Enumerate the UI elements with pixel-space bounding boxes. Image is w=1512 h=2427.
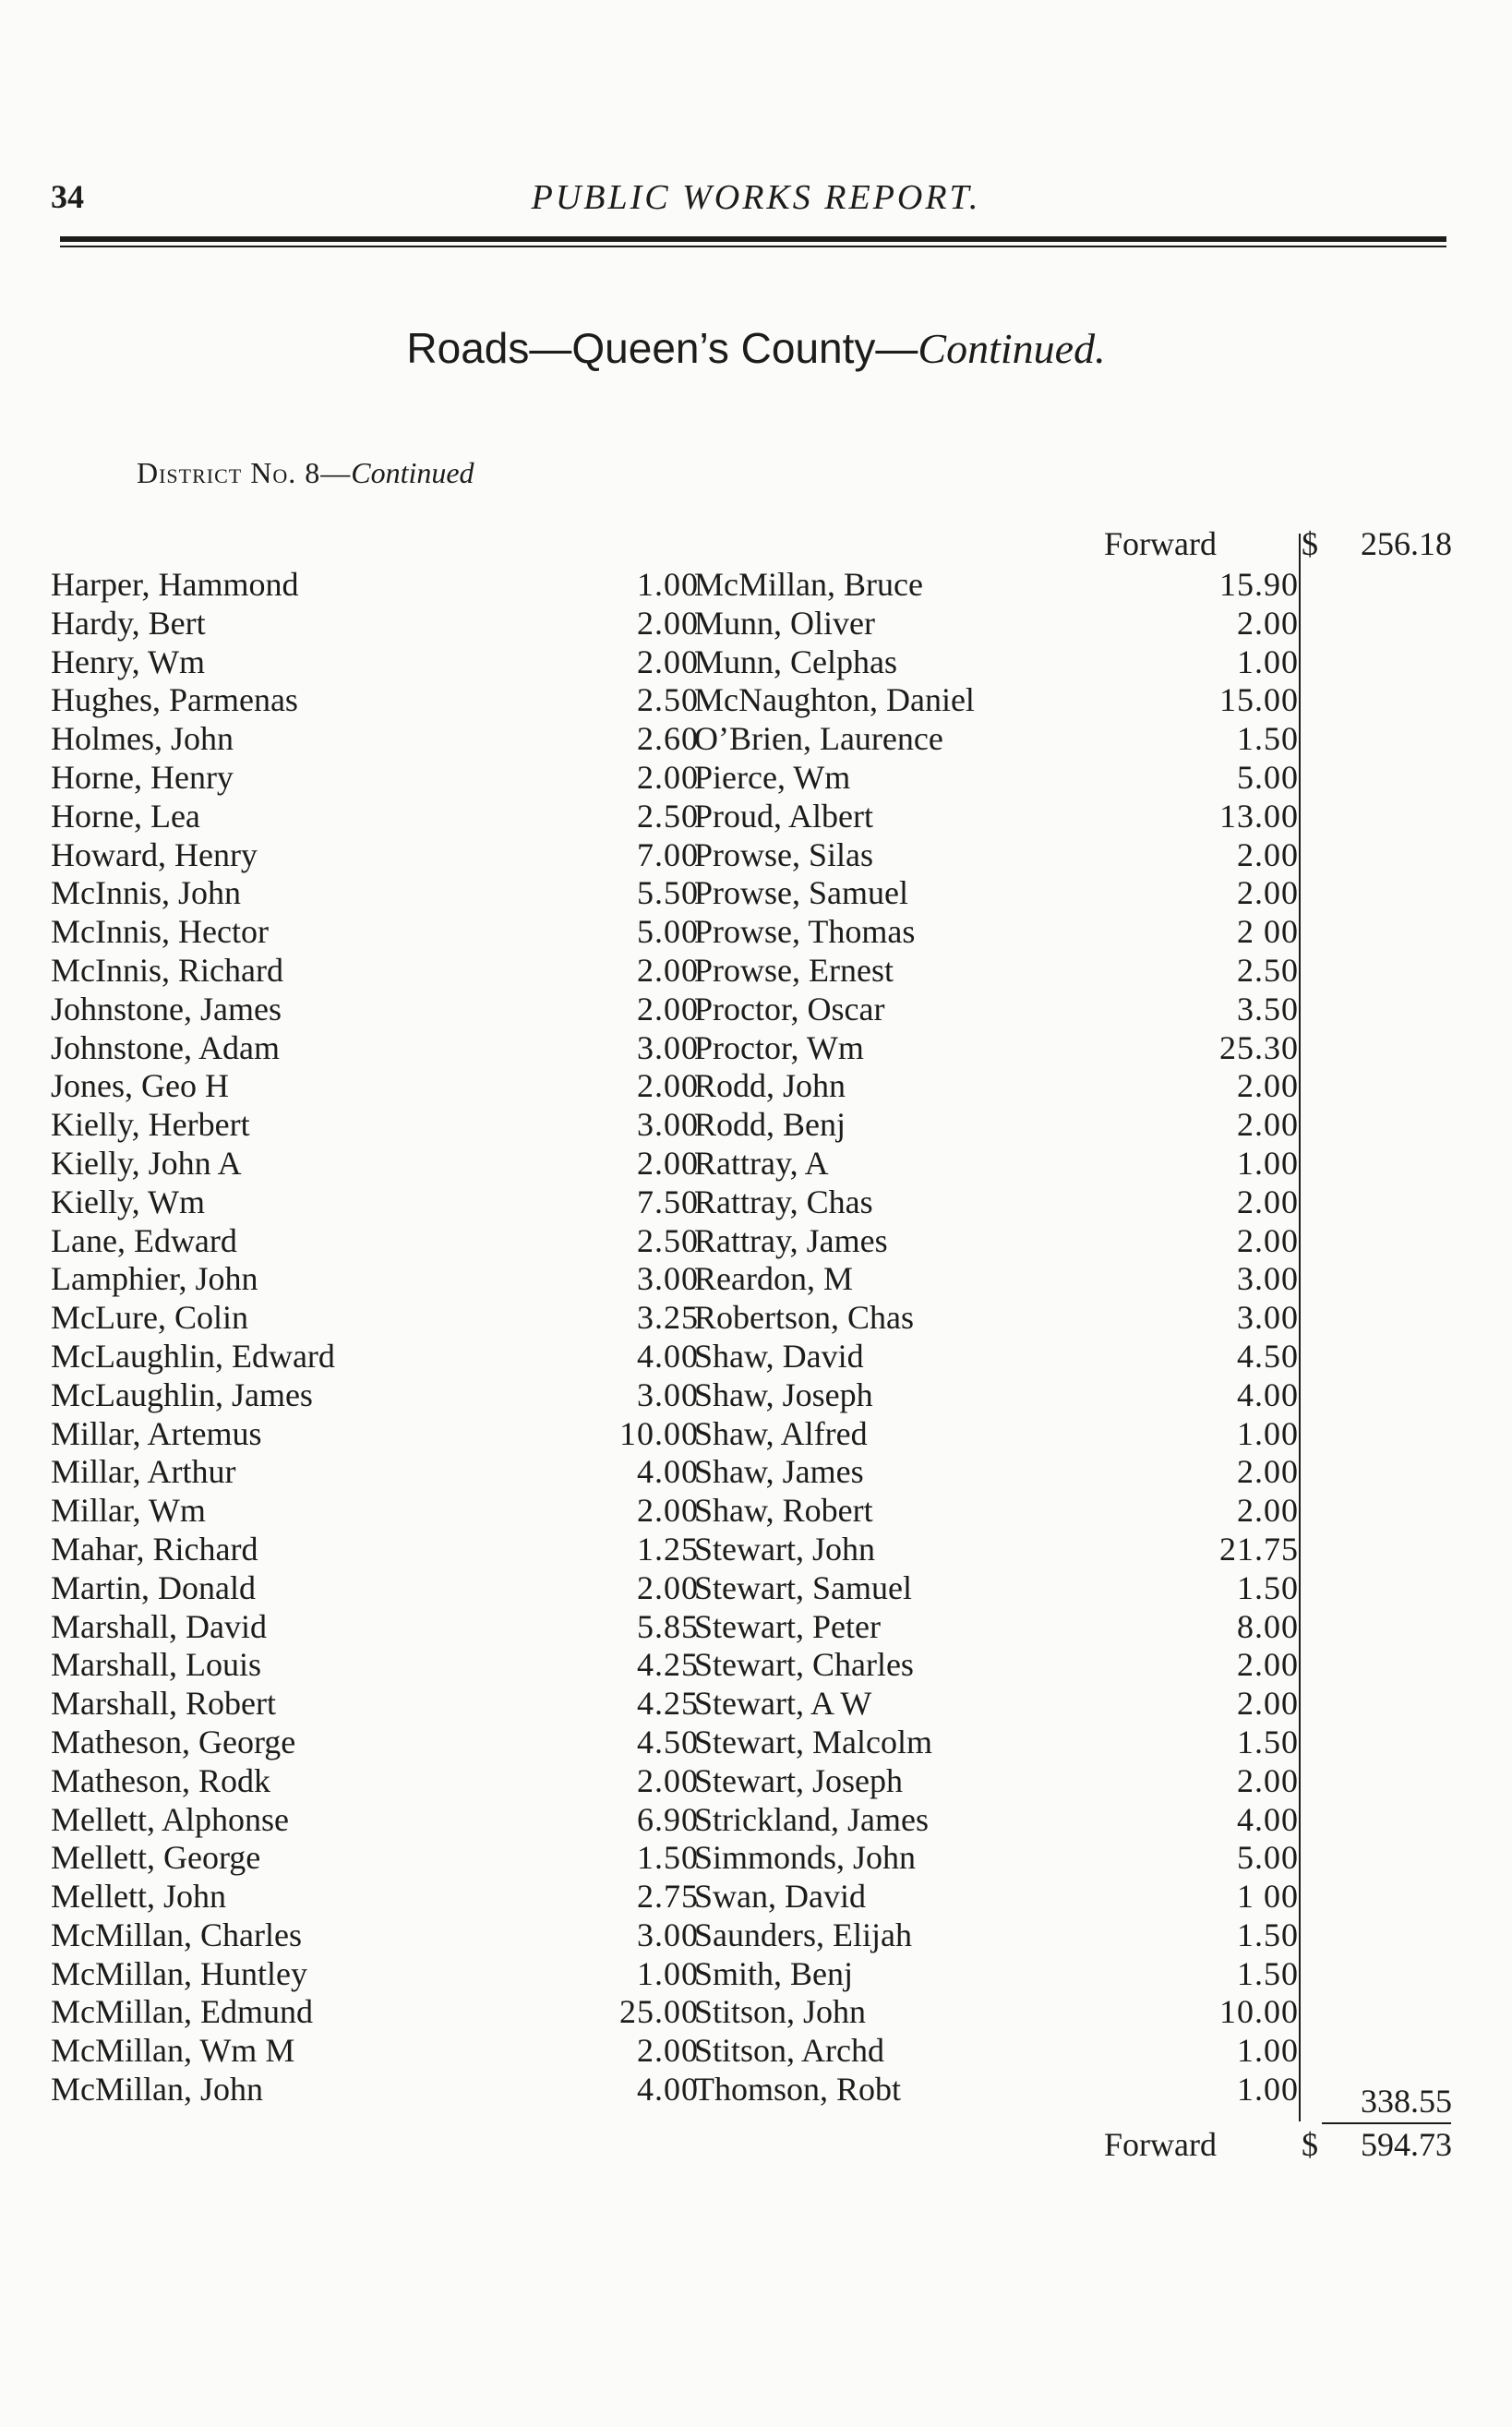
entry-row xyxy=(51,1877,699,1916)
entry-row xyxy=(51,1183,699,1221)
entry-amount: 15.90 xyxy=(1219,566,1299,603)
entry-name: Stitson, Archd xyxy=(694,2032,885,2070)
entry-row xyxy=(51,797,699,835)
entry-row xyxy=(51,643,699,681)
entry-name: Kielly, John A xyxy=(51,1144,242,1182)
entry-amount: 3.00 xyxy=(637,1376,699,1413)
entry-amount: 2.50 xyxy=(637,1221,699,1259)
entry-row xyxy=(51,1105,699,1144)
entry-amount: 5.00 xyxy=(637,913,699,951)
entry-name: McInnis, Richard xyxy=(51,951,283,989)
entry-amount: 10.00 xyxy=(619,1414,699,1452)
entry-name: Munn, Celphas xyxy=(694,643,897,680)
entry-row xyxy=(694,565,1303,604)
entry-amount: 2.00 xyxy=(1237,835,1299,873)
entry-amount: 2.00 xyxy=(637,643,699,680)
entry-row xyxy=(694,1452,1303,1491)
entry-amount: 7.00 xyxy=(637,835,699,873)
entry-amount: 2 00 xyxy=(1237,913,1299,951)
entry-row xyxy=(694,604,1303,643)
entry-name: Prowse, Ernest xyxy=(694,951,894,989)
entry-row xyxy=(51,1916,699,1954)
entry-amount: 25.00 xyxy=(619,1993,699,2031)
entry-row xyxy=(51,1607,699,1646)
entry-name: Stewart, Charles xyxy=(694,1646,914,1684)
entry-name: Shaw, Joseph xyxy=(694,1376,873,1413)
entry-name: O’Brien, Laurence xyxy=(694,720,943,758)
entry-amount: 8.00 xyxy=(1237,1607,1299,1645)
entry-amount: 1.00 xyxy=(1237,1414,1299,1452)
entry-row xyxy=(694,1992,1303,2031)
entry-name: Millar, Artemus xyxy=(51,1414,262,1452)
entry-amount: 13.00 xyxy=(1219,797,1299,835)
entry-name: McMillan, Wm M xyxy=(51,2032,295,2070)
entry-row xyxy=(694,1916,1303,1954)
entry-name: Johnstone, Adam xyxy=(51,1028,280,1066)
entry-amount: 2.00 xyxy=(1237,1183,1299,1220)
left-entry-column xyxy=(51,565,699,2109)
entry-row xyxy=(694,1183,1303,1221)
entry-name: Stewart, John xyxy=(694,1530,875,1568)
entry-row xyxy=(694,2031,1303,2070)
entry-row xyxy=(51,565,699,604)
entry-amount: 1.00 xyxy=(1237,2032,1299,2070)
entry-amount: 2.50 xyxy=(637,797,699,835)
entry-amount: 3.00 xyxy=(637,1916,699,1953)
entry-amount: 2.00 xyxy=(637,1761,699,1799)
entry-name: Millar, Arthur xyxy=(51,1453,236,1491)
entry-row xyxy=(694,643,1303,681)
entry-amount: 2.00 xyxy=(637,604,699,642)
entry-name: McLaughlin, Edward xyxy=(51,1337,335,1375)
entry-name: Matheson, Rodk xyxy=(51,1761,270,1799)
entry-amount: 3.50 xyxy=(1237,990,1299,1027)
forward-in-amount: 256.18 xyxy=(1361,525,1452,562)
entry-row xyxy=(51,1028,699,1067)
entry-name: Shaw, Alfred xyxy=(694,1414,868,1452)
entry-row xyxy=(694,1568,1303,1607)
entry-amount: 2.00 xyxy=(637,2032,699,2070)
entry-name: Smith, Benj xyxy=(694,1954,854,1992)
entry-amount: 5.00 xyxy=(1237,758,1299,796)
entry-amount: 25.30 xyxy=(1219,1028,1299,1066)
entry-name: Kielly, Herbert xyxy=(51,1106,250,1144)
entry-amount: 4.00 xyxy=(1237,1800,1299,1838)
subtotal-underline xyxy=(1322,2122,1451,2124)
district-heading xyxy=(137,456,474,490)
entry-amount: 3.00 xyxy=(637,1260,699,1298)
entry-amount: 3.00 xyxy=(637,1106,699,1144)
entry-name: Pierce, Wm xyxy=(694,758,851,796)
entry-name: Stewart, Joseph xyxy=(694,1761,903,1799)
entry-amount: 4.00 xyxy=(1237,1376,1299,1413)
entry-name: Lamphier, John xyxy=(51,1260,258,1298)
entry-row xyxy=(694,1530,1303,1568)
entry-name: Stewart, Malcolm xyxy=(694,1723,932,1760)
entry-row xyxy=(51,680,699,719)
entry-row xyxy=(51,873,699,912)
entry-name: Johnstone, James xyxy=(51,990,282,1027)
forward-out-currency: $ xyxy=(1302,2126,1318,2163)
entry-row xyxy=(694,1144,1303,1183)
entry-amount: 1.00 xyxy=(637,1954,699,1992)
entry-amount: 2.50 xyxy=(1237,951,1299,989)
entry-row xyxy=(694,1028,1303,1067)
entry-amount: 1.00 xyxy=(637,566,699,603)
entry-name: McInnis, John xyxy=(51,874,241,912)
running-title: PUBLIC WORKS REPORT. xyxy=(531,178,981,217)
entry-row xyxy=(694,1491,1303,1530)
entry-amount: 1.50 xyxy=(637,1839,699,1877)
entry-row xyxy=(51,1221,699,1260)
entry-row xyxy=(694,1761,1303,1800)
entry-amount: 2.00 xyxy=(637,1067,699,1105)
entry-amount: 2.00 xyxy=(1237,604,1299,642)
entry-amount: 4.50 xyxy=(1237,1337,1299,1375)
entry-row xyxy=(51,1337,699,1376)
entry-amount: 2.00 xyxy=(1237,1685,1299,1723)
entry-amount: 4.00 xyxy=(637,1337,699,1375)
entry-name: Swan, David xyxy=(694,1878,866,1916)
entry-name: Millar, Wm xyxy=(51,1492,206,1530)
entry-amount: 1.00 xyxy=(1237,1144,1299,1182)
entry-name: Matheson, George xyxy=(51,1723,296,1760)
entry-name: McLaughlin, James xyxy=(51,1376,313,1413)
entry-row xyxy=(694,1838,1303,1877)
entry-name: McMillan, Huntley xyxy=(51,1954,307,1992)
entry-row xyxy=(51,1491,699,1530)
entry-amount: 2.00 xyxy=(1237,1106,1299,1144)
entry-amount: 2.00 xyxy=(1237,1221,1299,1259)
entry-amount: 2.00 xyxy=(637,1144,699,1182)
entry-row xyxy=(51,990,699,1028)
entry-amount: 2.00 xyxy=(1237,1492,1299,1530)
entry-name: Reardon, M xyxy=(694,1260,853,1298)
entry-name: Prowse, Silas xyxy=(694,835,874,873)
page-subtotal: 338.55 xyxy=(1361,2083,1452,2120)
entry-amount: 4.25 xyxy=(637,1646,699,1684)
entry-row xyxy=(51,1568,699,1607)
entry-amount: 2.00 xyxy=(1237,1453,1299,1491)
entry-row xyxy=(51,1452,699,1491)
entry-row xyxy=(694,1954,1303,1993)
section-title-continued: Continued. xyxy=(918,325,1106,372)
entry-row xyxy=(694,912,1303,951)
entry-amount: 3.00 xyxy=(637,1028,699,1066)
entry-amount: 1.00 xyxy=(1237,2071,1299,2109)
entry-row xyxy=(694,2070,1303,2109)
entry-amount: 3.00 xyxy=(1237,1260,1299,1298)
entry-name: Stewart, Peter xyxy=(694,1607,881,1645)
entry-row xyxy=(51,1259,699,1298)
entry-row xyxy=(694,1066,1303,1105)
entry-row xyxy=(51,1838,699,1877)
entry-name: Lane, Edward xyxy=(51,1221,237,1259)
entry-row xyxy=(694,1298,1303,1337)
entry-amount: 2.00 xyxy=(1237,874,1299,912)
entry-amount: 21.75 xyxy=(1219,1530,1299,1568)
entry-name: Mellett, Alphonse xyxy=(51,1800,289,1838)
entry-row xyxy=(51,1761,699,1800)
entry-name: Horne, Lea xyxy=(51,797,200,835)
entry-name: Mellett, George xyxy=(51,1839,261,1877)
right-entry-column xyxy=(694,565,1303,2109)
entry-row xyxy=(694,1414,1303,1453)
entry-amount: 4.00 xyxy=(637,2071,699,2109)
entry-row xyxy=(51,1723,699,1761)
entry-row xyxy=(51,1376,699,1414)
section-title xyxy=(0,323,1512,373)
entry-amount: 10.00 xyxy=(1219,1993,1299,2031)
entry-row xyxy=(51,951,699,990)
entry-name: McNaughton, Daniel xyxy=(694,681,975,719)
entry-name: Kielly, Wm xyxy=(51,1183,205,1220)
entry-row xyxy=(51,1684,699,1723)
forward-in-label: Forward xyxy=(1104,525,1217,562)
entry-row xyxy=(51,1144,699,1183)
entry-amount: 2.00 xyxy=(1237,1067,1299,1105)
entry-name: Rattray, A xyxy=(694,1144,829,1182)
entry-amount: 2.00 xyxy=(637,1568,699,1606)
district-continued: Continued xyxy=(351,456,474,489)
entry-name: Holmes, John xyxy=(51,720,234,758)
entry-amount: 2.00 xyxy=(637,758,699,796)
entry-name: Shaw, Robert xyxy=(694,1492,873,1530)
entry-row xyxy=(51,835,699,874)
forward-in-currency: $ xyxy=(1302,525,1318,562)
entry-name: Proctor, Oscar xyxy=(694,990,885,1027)
entry-row xyxy=(694,1800,1303,1839)
entry-row xyxy=(51,719,699,758)
entry-amount: 7.50 xyxy=(637,1183,699,1220)
entry-row xyxy=(694,1221,1303,1260)
section-title-main: Roads—Queen’s County— xyxy=(406,324,918,372)
entry-amount: 2.00 xyxy=(1237,1646,1299,1684)
entry-amount: 1.50 xyxy=(1237,1723,1299,1760)
entry-amount: 1.25 xyxy=(637,1530,699,1568)
entry-amount: 2.60 xyxy=(637,720,699,758)
entry-amount: 5.85 xyxy=(637,1607,699,1645)
entry-row xyxy=(694,797,1303,835)
entry-row xyxy=(694,1723,1303,1761)
entry-name: Mahar, Richard xyxy=(51,1530,258,1568)
entry-name: Horne, Henry xyxy=(51,758,234,796)
entry-name: Harper, Hammond xyxy=(51,566,299,603)
entry-name: McMillan, Edmund xyxy=(51,1993,313,2031)
entry-name: Hughes, Parmenas xyxy=(51,681,298,719)
entry-name: McMillan, Charles xyxy=(51,1916,302,1953)
entry-name: Howard, Henry xyxy=(51,835,258,873)
entry-name: Munn, Oliver xyxy=(694,604,875,642)
entry-name: Stewart, A W xyxy=(694,1685,872,1723)
header-rule-thick xyxy=(60,236,1446,242)
entry-name: Rattray, Chas xyxy=(694,1183,873,1220)
entry-name: Strickland, James xyxy=(694,1800,929,1838)
entry-row xyxy=(51,1298,699,1337)
entry-row xyxy=(694,1105,1303,1144)
entry-row xyxy=(694,1337,1303,1376)
entry-name: McMillan, Bruce xyxy=(694,566,923,603)
entry-row xyxy=(51,912,699,951)
entry-name: McLure, Colin xyxy=(51,1299,248,1337)
entry-amount: 15.00 xyxy=(1219,681,1299,719)
entry-row xyxy=(694,951,1303,990)
entry-amount: 6.90 xyxy=(637,1800,699,1838)
entry-row xyxy=(51,1954,699,1993)
entry-amount: 1.50 xyxy=(1237,1568,1299,1606)
entry-name: Shaw, David xyxy=(694,1337,864,1375)
entry-name: Proud, Albert xyxy=(694,797,873,835)
entry-name: Martin, Donald xyxy=(51,1568,256,1606)
entry-amount: 2.00 xyxy=(637,990,699,1027)
entry-name: Henry, Wm xyxy=(51,643,205,680)
entry-row xyxy=(694,1607,1303,1646)
entry-amount: 2.50 xyxy=(637,681,699,719)
entry-name: Mellett, John xyxy=(51,1878,226,1916)
entry-row xyxy=(51,1066,699,1105)
entry-row xyxy=(694,758,1303,797)
entry-amount: 1.50 xyxy=(1237,720,1299,758)
entry-name: Rodd, John xyxy=(694,1067,846,1105)
entry-name: Hardy, Bert xyxy=(51,604,206,642)
entry-name: McInnis, Hector xyxy=(51,913,269,951)
entry-name: Stitson, John xyxy=(694,1993,867,2031)
entry-name: McMillan, John xyxy=(51,2071,263,2109)
entry-row xyxy=(694,1259,1303,1298)
entry-row xyxy=(51,1800,699,1839)
entry-name: Prowse, Samuel xyxy=(694,874,908,912)
entry-row xyxy=(51,1992,699,2031)
entry-row xyxy=(51,2070,699,2109)
entry-row xyxy=(51,2031,699,2070)
entry-row xyxy=(51,1530,699,1568)
entry-name: Jones, Geo H xyxy=(51,1067,229,1105)
entry-name: Rodd, Benj xyxy=(694,1106,846,1144)
entry-amount: 1.50 xyxy=(1237,1916,1299,1953)
entry-amount: 4.25 xyxy=(637,1685,699,1723)
entry-row xyxy=(694,719,1303,758)
entry-amount: 1.00 xyxy=(1237,643,1299,680)
entry-row xyxy=(51,1645,699,1684)
entry-name: Prowse, Thomas xyxy=(694,913,916,951)
entry-amount: 4.50 xyxy=(637,1723,699,1760)
entry-name: Thomson, Robt xyxy=(694,2071,902,2109)
entry-name: Proctor, Wm xyxy=(694,1028,864,1066)
entry-row xyxy=(694,680,1303,719)
entry-row xyxy=(51,1414,699,1453)
entry-row xyxy=(694,990,1303,1028)
district-label: District No. 8— xyxy=(137,456,352,489)
entry-row xyxy=(694,1376,1303,1414)
entry-name: Saunders, Elijah xyxy=(694,1916,912,1953)
entry-name: Shaw, James xyxy=(694,1453,864,1491)
entry-name: Marshall, David xyxy=(51,1607,267,1645)
entry-amount: 2.75 xyxy=(637,1878,699,1916)
header-rule-thin xyxy=(60,246,1446,247)
entry-row xyxy=(51,604,699,643)
entry-amount: 4.00 xyxy=(637,1453,699,1491)
page-number: 34 xyxy=(51,178,84,215)
entry-name: Robertson, Chas xyxy=(694,1299,914,1337)
entry-row xyxy=(694,835,1303,874)
forward-out-label: Forward xyxy=(1104,2126,1217,2163)
entry-amount: 3.00 xyxy=(1237,1299,1299,1337)
entry-amount: 3.25 xyxy=(637,1299,699,1337)
entry-row xyxy=(694,873,1303,912)
entry-amount: 5.00 xyxy=(1237,1839,1299,1877)
entry-row xyxy=(51,758,699,797)
entry-amount: 2.00 xyxy=(637,1492,699,1530)
entry-name: Marshall, Robert xyxy=(51,1685,276,1723)
entry-name: Simmonds, John xyxy=(694,1839,917,1877)
entry-row xyxy=(694,1645,1303,1684)
forward-out-amount: 594.73 xyxy=(1361,2126,1452,2163)
entry-row xyxy=(694,1877,1303,1916)
entry-name: Stewart, Samuel xyxy=(694,1568,912,1606)
entry-amount: 2.00 xyxy=(1237,1761,1299,1799)
entry-amount: 1.50 xyxy=(1237,1954,1299,1992)
entry-row xyxy=(694,1684,1303,1723)
entry-amount: 5.50 xyxy=(637,874,699,912)
entry-amount: 2.00 xyxy=(637,951,699,989)
entry-name: Marshall, Louis xyxy=(51,1646,261,1684)
entry-amount: 1 00 xyxy=(1237,1878,1299,1916)
entry-name: Rattray, James xyxy=(694,1221,888,1259)
